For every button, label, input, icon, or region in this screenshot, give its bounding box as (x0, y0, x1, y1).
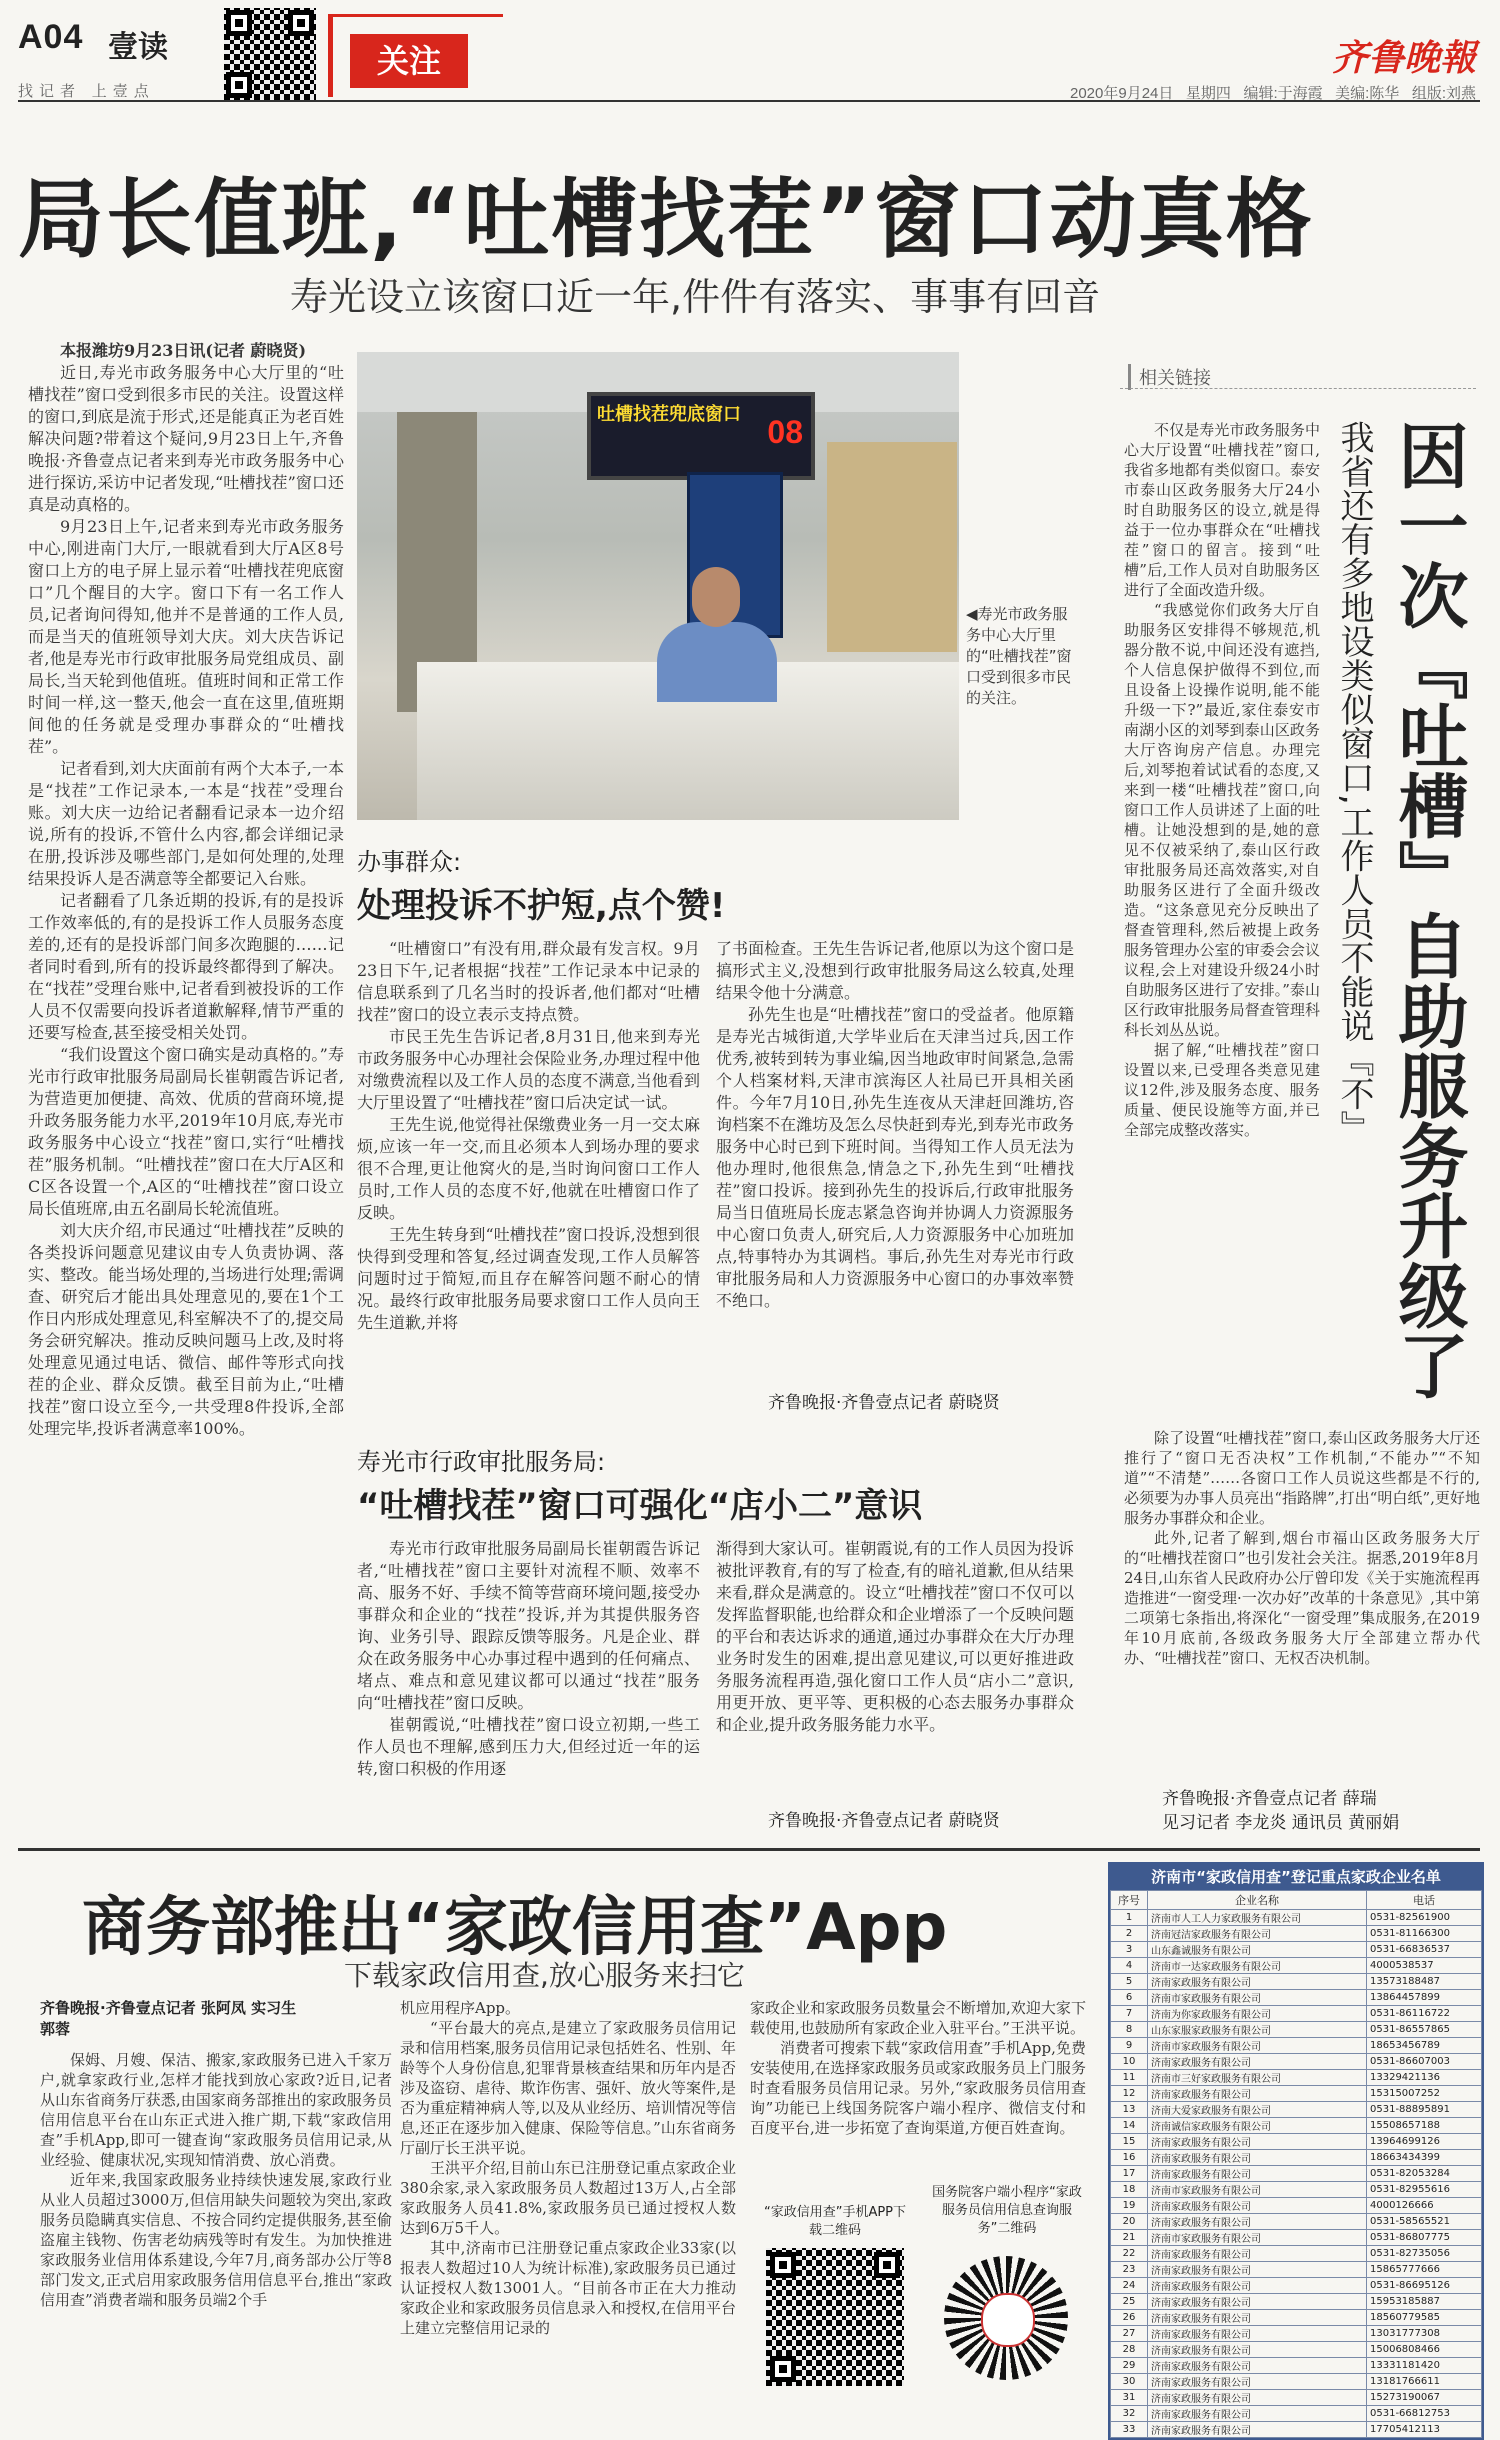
company-phone: 15508657188 (1367, 2118, 1482, 2134)
row-number: 15 (1111, 2134, 1148, 2150)
table-row (1111, 2006, 1482, 2022)
company-name: 济南家政服务有限公司 (1148, 2310, 1367, 2326)
company-name: 济南家政服务有限公司 (1148, 2390, 1367, 2406)
paragraph: 刘大庆介绍,市民通过“吐槽找茬”反映的各类投诉问题意见建议由专人负责协调、落实、整改。能当场处理的,当场进行处理;需调查、研究后才能出具处理意见的,要在1个工作日内形成处理意见,科室解决不了的,提交局务会研究解决。推动反映问题马上改,及时将处理意见通过电话、微信、邮件等形式向找茬的企业、群众反馈。截至目前为止,“吐槽找茬”窗口设立至今,一共受理8件投诉,全部处理完毕,投诉者满意率100%。 (28, 1221, 344, 1438)
mini-program-code[interactable] (944, 2256, 1068, 2380)
qr-finder-icon (874, 2252, 900, 2278)
mini-program-center-icon (981, 2293, 1035, 2347)
photo-screen-number: 08 (767, 414, 803, 450)
main-subhead: 寿光设立该窗口近一年,件件有落实、事事有回音 (290, 275, 1101, 319)
article-col-5 (716, 1538, 1074, 1806)
header-meta (1070, 82, 1476, 103)
company-phone: 18560779585 (1367, 2310, 1482, 2326)
ad-top-rule (18, 1848, 1480, 1851)
table-header: 电话 (1367, 1891, 1482, 1910)
company-name: 济南家政服务有限公司 (1148, 2406, 1367, 2422)
paragraph: 渐得到大家认可。崔朝霞说,有的工作人员因为投诉被批评教育,有的写了检查,有的暗礼道歉,但从结果来看,群众是满意的。设立“吐槽找茬”窗口不仅可以发挥监督职能,也给群众和企业增添了一个反映问题的平台和表达诉求的通道,通过办事群众在大厅办理业务时发生的困难,提出意见建议,可以更好推进政务服务流程再造,强化窗口工作人员“店小二”意识,用更开放、更平等、更积极的心态去服务办事群众和企业,提升政务服务能力水平。 (716, 1539, 1074, 1734)
company-phone: 17705412113 (1367, 2422, 1482, 2438)
company-name: 济南家政服务有限公司 (1148, 2358, 1367, 2374)
row-number: 20 (1111, 2214, 1148, 2230)
company-name: 济南家政服务有限公司 (1148, 2326, 1367, 2342)
table-header-row (1111, 1891, 1482, 1910)
sub2-kicker: 寿光市行政审批服务局: (357, 1448, 606, 1476)
table-row (1111, 2374, 1482, 2390)
sidebar-col-top (1124, 420, 1320, 1428)
table-row (1111, 2102, 1482, 2118)
related-divider (1120, 388, 1476, 389)
paragraph: 消费者可搜索下载“家政信用查”手机App,免费安装使用,在选择家政服务员或家政服务员上门服务时查看服务员信用记录。另外,“家政服务员信用查询”功能已上线国务院客户端小程序、微信支付和百度平台,进一步拓宽了查询渠道,方便百姓查询。 (750, 2039, 1086, 2137)
company-list-body (1111, 1910, 1482, 2438)
main-headline: 局长值班,“吐槽找茬”窗口动真格 (18, 170, 1314, 270)
issue-date: 2020年9月24日 (1070, 85, 1174, 102)
company-name: 济南市家政服务有限公司 (1148, 2230, 1367, 2246)
sidebar-signature-1: 齐鲁晚报·齐鲁壹点记者 薛瑞 (1162, 1789, 1377, 1809)
row-number: 16 (1111, 2150, 1148, 2166)
company-phone: 0531-82053284 (1367, 2166, 1482, 2182)
row-number: 11 (1111, 2070, 1148, 2086)
company-list-title: 济南市“家政信用查”登记重点家政企业名单 (1110, 1864, 1482, 1890)
table-row (1111, 2198, 1482, 2214)
qr-finder-icon (288, 10, 314, 36)
article-col-4 (357, 1538, 700, 1828)
company-name: 济南家政服务有限公司 (1148, 2214, 1367, 2230)
table-row (1111, 2422, 1482, 2438)
photo-door (827, 442, 957, 652)
qr-finder-icon (770, 2252, 796, 2278)
table-row (1111, 1926, 1482, 1942)
paragraph: 其中,济南市已注册登记重点家政企业33家(以报表人数超过10人为统计标准),家政服务员已通过认证授权人数13001人。“目前各市正在大力推动家政企业和家政服务员信息录入和授权,在信用平台上建立完整信用记录的 (400, 2239, 736, 2337)
photo-person-head (692, 567, 740, 627)
table-row (1111, 1958, 1482, 1974)
row-number: 29 (1111, 2358, 1148, 2374)
row-number: 23 (1111, 2262, 1148, 2278)
row-number: 33 (1111, 2422, 1148, 2438)
company-phone: 0531-82735056 (1367, 2246, 1482, 2262)
company-phone: 15953185887 (1367, 2294, 1482, 2310)
row-number: 28 (1111, 2342, 1148, 2358)
byline: 本报潍坊9月23日讯(记者 蔚晓贤) (60, 341, 307, 360)
company-list-panel (1108, 1862, 1484, 2440)
row-number: 5 (1111, 1974, 1148, 1990)
company-phone: 13331181420 (1367, 2358, 1482, 2374)
qr-finder-icon (226, 10, 252, 36)
row-number: 19 (1111, 2198, 1148, 2214)
company-phone: 4000126666 (1367, 2198, 1482, 2214)
sidebar-vertical-subhead: 我省还有多地设类似窗口,工作人员不能说『不』 (1334, 420, 1374, 1145)
company-name: 济南家政服务有限公司 (1148, 2054, 1367, 2070)
qr2-caption: 国务院客户端小程序“家政服务员信用信息查询服务”二维码 (932, 2185, 1082, 2236)
row-number: 24 (1111, 2278, 1148, 2294)
company-phone: 18653456789 (1367, 2038, 1482, 2054)
company-phone: 18663434399 (1367, 2150, 1482, 2166)
sub1-signature: 齐鲁晚报·齐鲁壹点记者 蔚晓贤 (768, 1393, 1000, 1413)
article-col-3 (716, 938, 1074, 1386)
table-row (1111, 2022, 1482, 2038)
row-number: 4 (1111, 1958, 1148, 1974)
company-name: 济南家政服务有限公司 (1148, 2166, 1367, 2182)
company-name: 济南为你家政服务有限公司 (1148, 2006, 1367, 2022)
sub1-title: 处理投诉不护短,点个赞! (357, 886, 726, 926)
photo-caption: ◀寿光市政务服务中心大厅里的“吐槽找茬”窗口受到很多市民的关注。 (966, 605, 1072, 707)
company-name: 济南家政服务有限公司 (1148, 2278, 1367, 2294)
layout-editor: 组版:刘燕 (1411, 85, 1476, 102)
table-row (1111, 2294, 1482, 2310)
row-number: 18 (1111, 2182, 1148, 2198)
company-phone: 13573188487 (1367, 1974, 1482, 1990)
article-col-2 (357, 938, 700, 1410)
row-number: 9 (1111, 2038, 1148, 2054)
photo-screen (587, 392, 815, 480)
table-row (1111, 2038, 1482, 2054)
ad-col-2 (400, 1998, 736, 2404)
ad-col-1 (40, 2050, 392, 2404)
table-row (1111, 2182, 1482, 2198)
company-name: 济南家政服务有限公司 (1148, 2262, 1367, 2278)
photo-screen-text: 吐槽找茬兜底窗口 (597, 404, 741, 425)
company-name: 济南家政服务有限公司 (1148, 2086, 1367, 2102)
company-phone: 0531-81166300 (1367, 1926, 1482, 1942)
sidebar-signature-2: 见习记者 李龙炎 通讯员 黄丽娟 (1162, 1813, 1400, 1833)
paragraph: 市民王先生告诉记者,8月31日,他来到寿光市政务服务中心办理社会保险业务,办理过程中他对缴费流程以及工作人员的态度不满意,当他看到大厅里设置了“吐槽找茬”窗口后决定试一试。 (357, 1027, 700, 1112)
paragraph: 记者翻看了几条近期的投诉,有的是投诉工作效率低的,有的是投诉工作人员服务态度差的,还有的是投诉部门间多次跑腿的……记者同时看到,所有的投诉最终都得到了解决。在“找茬”受理台账中,记者看到被投诉的工作人员不仅需要向投诉者道歉解释,情节严重的还要写检查,甚至接受相关处罚。 (28, 891, 344, 1042)
company-name: 济南市家政服务有限公司 (1148, 1990, 1367, 2006)
company-phone: 13329421136 (1367, 2070, 1482, 2086)
paragraph: 近日,寿光市政务服务中心大厅里的“吐槽找茬”窗口受到很多市民的关注。设置这样的窗口,到底是流于形式,还是能真正为老百姓解决问题?带着这个疑问,9月23日上午,齐鲁晚报·齐鲁壹点记者来到寿光市政务服务中心进行探访,采访中记者发现,“吐槽找茬”窗口还真是动真格的。 (28, 363, 344, 514)
company-phone: 0531-66836537 (1367, 1942, 1482, 1958)
paragraph: 了书面检查。王先生告诉记者,他原以为这个窗口是搞形式主义,没想到行政审批服务局这么较真,处理结果令他十分满意。 (716, 939, 1074, 1002)
paragraph: 除了设置“吐槽找茬”窗口,泰山区政务服务大厅还推行了“窗口无否决权”工作机制,“不能办”“不知道”“不清楚”……各窗口工作人员说这些都是不行的,必须要为办事人员亮出“指路牌”,打出“明白纸”,更好地服务办事群众和企业。 (1124, 1429, 1480, 1527)
table-row (1111, 2358, 1482, 2374)
table-row (1111, 2390, 1482, 2406)
paragraph: 不仅是寿光市政务服务中心大厅设置“吐槽找茬”窗口,我省多地都有类似窗口。泰安市泰山区政务服务大厅24小时自助服务区的设立,就是得益于一位办事群众在“吐槽找茬”窗口的留言。接到“吐槽”后,工作人员对自助服务区进行了全面改造升级。 (1124, 421, 1320, 599)
row-number: 22 (1111, 2246, 1148, 2262)
row-number: 21 (1111, 2230, 1148, 2246)
company-phone: 0531-82561900 (1367, 1910, 1482, 1926)
company-phone: 0531-58565521 (1367, 2214, 1482, 2230)
paragraph: 王先生说,他觉得社保缴费业务一月一交太麻烦,应该一年一交,而且必须本人到场办理的要求很不合理,更让他窝火的是,当时询问窗口工作人员时,工作人员的态度不好,他就在吐槽窗口作了反映。 (357, 1115, 700, 1222)
company-name: 济南家政服务有限公司 (1148, 2422, 1367, 2438)
company-phone: 0531-82955616 (1367, 2182, 1482, 2198)
company-phone: 0531-86607003 (1367, 2054, 1482, 2070)
company-phone: 13031777308 (1367, 2326, 1482, 2342)
qr-finder-icon (226, 72, 252, 98)
company-phone: 0531-66812753 (1367, 2406, 1482, 2422)
company-phone: 0531-86695126 (1367, 2278, 1482, 2294)
table-row (1111, 2166, 1482, 2182)
photo-person (657, 622, 777, 702)
row-number: 26 (1111, 2310, 1148, 2326)
ad-col-3 (750, 1998, 1086, 2200)
row-number: 32 (1111, 2406, 1148, 2422)
company-name: 济南市三好家政服务有限公司 (1148, 2070, 1367, 2086)
company-name: 济南家政服务有限公司 (1148, 1974, 1367, 1990)
row-number: 8 (1111, 2022, 1148, 2038)
qr1-caption: “家政信用查”手机APP下载二维码 (763, 2205, 907, 2238)
company-name: 济南大爱家政服务有限公司 (1148, 2102, 1367, 2118)
paragraph: 近年来,我国家政服务业持续快速发展,家政行业从业人员超过3000万,但信用缺失问题较为突出,家政服务员隐瞒真实信息、不按合同约定提供服务,甚至偷盗雇主钱物、伤害老幼病残等时有发生。为加快推进家政服务业信用体系建设,今年7月,商务部办公厅等8部门发文,正式启用家政服务信用信息平台,推出“家政信用查”消费者端和服务员端2个手 (40, 2171, 392, 2309)
page-code: A04 (18, 18, 84, 56)
row-number: 10 (1111, 2054, 1148, 2070)
company-name: 济南家政服务有限公司 (1148, 2342, 1367, 2358)
table-row (1111, 1942, 1482, 1958)
row-number: 2 (1111, 1926, 1148, 1942)
paragraph: 王洪平介绍,目前山东已注册登记重点家政企业380余家,录入家政服务员人数超过13万人,占全部家政服务人员41.8%,家政服务员已通过授权人数达到6万5千人。 (400, 2159, 736, 2237)
paragraph: “我们设置这个窗口确实是动真格的。”寿光市行政审批服务局副局长崔朝霞告诉记者,为营造更加便捷、高效、优质的营商环境,提升政务服务能力水平,2019年10月底,寿光市政务服务中心设立“找茬”窗口,实行“吐槽找茬”服务机制。“吐槽找茬”窗口在大厅A区和C区各设置一个,A区的“吐槽找茬”窗口设立局长值班席,由五名副局长轮流值班。 (28, 1045, 344, 1218)
company-phone: 0531-86557865 (1367, 2022, 1482, 2038)
company-phone: 13864457899 (1367, 1990, 1482, 2006)
row-number: 6 (1111, 1990, 1148, 2006)
row-number: 14 (1111, 2118, 1148, 2134)
row-number: 13 (1111, 2102, 1148, 2118)
company-phone: 0531-86116722 (1367, 2006, 1482, 2022)
table-row (1111, 2086, 1482, 2102)
company-name: 济南市家政服务有限公司 (1148, 2038, 1367, 2054)
company-name: 济南家政服务有限公司 (1148, 2374, 1367, 2390)
company-name: 济南家政服务有限公司 (1148, 2150, 1367, 2166)
company-phone: 0531-88895891 (1367, 2102, 1482, 2118)
paper-logo: 齐鲁晚報 (1331, 37, 1476, 79)
paragraph: 此外,记者了解到,烟台市福山区政务服务大厅的“吐槽找茬窗口”也引发社会关注。据悉,2019年8月24日,山东省人民政府办公厅曾印发《关于实施流程再造推进“一窗受理·一次办好”改革的十条意见》,其中第二项第七条指出,将深化“一窗受理”集成服务,在2019年10月底前,各级政务服务大厅全部建立帮办代办、“吐槽找茬”窗口、无权否决机制。 (1124, 1529, 1480, 1667)
table-row (1111, 2310, 1482, 2326)
table-header: 序号 (1111, 1891, 1148, 1910)
company-name: 山东鑫诚服务有限公司 (1148, 1942, 1367, 1958)
company-name: 济南市家政服务有限公司 (1148, 2182, 1367, 2198)
paragraph: 记者看到,刘大庆面前有两个大本子,一本是“找茬”工作记录本,一本是“找茬”受理台账。刘大庆一边给记者翻看记录本一边介绍说,所有的投诉,不管什么内容,都会详细记录在册,投诉涉及哪些部门,是如何处理的,处理结果投诉人是否满意等全都要记入台账。 (28, 759, 344, 888)
sidebar-col-bottom (1124, 1428, 1480, 1782)
table-row (1111, 2070, 1482, 2086)
table-row (1111, 1910, 1482, 1926)
paragraph: “平台最大的亮点,是建立了家政服务员信用记录和信用档案,服务员信用记录包括姓名、性别、年龄等个人身份信息,犯罪背景核查结果和历年内是否涉及盗窃、虐待、欺诈伤害、强奸、放火等案件,是否为重症精神病人等,以及从业经历、培训情况等信息,还正在逐步加入健康、保险等信息。”山东省商务厅副厅长王洪平说。 (400, 2019, 736, 2157)
paragraph: 9月23日上午,记者来到寿光市政务服务中心,刚进南门大厅,一眼就看到大厅A区8号窗口上方的电子屏上显示着“吐槽找茬兜底窗口”几个醒目的大字。窗口下有一名工作人员,记者询问得知,他并不是普通的工作人员,而是当天的值班领导刘大庆。刘大庆告诉记者,他是寿光市行政审批服务局党组成员、副局长,当天轮到他值班。值班时间和正常工作时间一样,这一整天,他会一直在这里,值班期间他的任务就是受理办事群众的“吐槽找茬”。 (28, 517, 344, 756)
section-tag: 关注 (350, 34, 468, 88)
row-number: 25 (1111, 2294, 1148, 2310)
company-name: 济南市人工人力家政服务有限公司 (1148, 1910, 1367, 1926)
row-number: 17 (1111, 2166, 1148, 2182)
company-name: 济南家政服务有限公司 (1148, 2198, 1367, 2214)
table-row (1111, 2262, 1482, 2278)
table-row (1111, 2134, 1482, 2150)
news-photo (357, 352, 959, 820)
company-name: 济南诚信家政服务有限公司 (1148, 2118, 1367, 2134)
paragraph: 机应用程序App。 (400, 1999, 521, 2017)
company-phone: 15273190067 (1367, 2390, 1482, 2406)
table-row (1111, 1990, 1482, 2006)
company-phone: 4000538537 (1367, 1958, 1482, 1974)
table-row (1111, 2150, 1482, 2166)
company-phone: 13181766611 (1367, 2374, 1482, 2390)
ad-subhead: 下载家政信用查,放心服务来扫它 (344, 1959, 745, 1992)
company-name: 济南家政服务有限公司 (1148, 2246, 1367, 2262)
qr-finder-icon (770, 2356, 796, 2382)
row-number: 12 (1111, 2086, 1148, 2102)
ad-byline: 齐鲁晚报·齐鲁壹点记者 张阿凤 实习生 郭蓉 (40, 1999, 297, 2038)
table-row (1111, 2230, 1482, 2246)
paragraph: 寿光市行政审批服务局副局长崔朝霞告诉记者,“吐槽找茬”窗口主要针对流程不顺、效率不高、服务不好、手续不简等营商环境问题,接受办事群众和企业的“找茬”投诉,并为其提供服务咨询、业务引导、跟踪反馈等服务。凡是企业、群众在政务服务中心办事过程中遇到的任何痛点、堵点、难点和意见建议都可以通过“找茬”服务向“吐槽找茬”窗口反映。 (357, 1539, 700, 1712)
row-number: 31 (1111, 2390, 1148, 2406)
company-name: 济南市一达家政服务有限公司 (1148, 1958, 1367, 1974)
company-phone: 13964699126 (1367, 2134, 1482, 2150)
paragraph: 王先生转身到“吐槽找茬”窗口投诉,没想到很快得到受理和答复,经过调查发现,工作人员解答问题时过于简短,而且存在解答问题不耐心的情况。最终行政审批服务局要求窗口工作人员向王先生道歉,并将 (357, 1225, 700, 1332)
art-editor: 美编:陈华 (1335, 85, 1400, 102)
company-phone: 15315007252 (1367, 2086, 1482, 2102)
company-name: 济南家政服务有限公司 (1148, 2294, 1367, 2310)
table-row (1111, 2246, 1482, 2262)
paragraph: 保姆、月嫂、保洁、搬家,家政服务已进入千家万户,就拿家政行业,怎样才能找到放心家政?近日,记者从山东省商务厅获悉,由国家商务部推出的家政服务员信用信息平台在山东正式进入推广期,下载“家政信用查”手机App,即可一键查询“家政服务员信用记录,从业经验、健康状况,实现知情消费、放心消费。 (40, 2051, 392, 2169)
company-phone: 15865777666 (1367, 2262, 1482, 2278)
issue-weekday: 星期四 (1185, 85, 1231, 102)
table-row (1111, 2118, 1482, 2134)
company-phone: 0531-86807775 (1367, 2230, 1482, 2246)
sub1-kicker: 办事群众: (357, 848, 462, 876)
paragraph: 孙先生也是“吐槽找茬”窗口的受益者。他原籍是寿光古城街道,大学毕业后在天津当过兵,因工作优秀,被转到转为事业编,因当地政审时间紧急,急需个人档案材料,天津市滨海区人社局已开具相关函件。今年7月10日,孙先生连夜从天津赶回潍坊,咨询档案不在潍坊及怎么尽快赶到寿光,到寿光市政务服务中心时已到下班时间。当得知工作人员无法为他办理时,他很焦急,情急之下,孙先生到“吐槽找茬”窗口投诉。接到孙先生的投诉后,行政审批服务局当日值班局长庞志紧急咨询并协调人力资源服务中心窗口负责人,研究后,人力资源服务中心加班加点,特事特办为其调档。事后,孙先生对寿光市行政审批服务局和人力资源服务中心窗口的办事效率赞不绝口。 (716, 1005, 1074, 1310)
company-list-table (1110, 1890, 1482, 2438)
paragraph: 家政企业和家政服务员数量会不断增加,欢迎大家下载使用,也鼓励所有家政企业入驻平台。”王洪平说。 (750, 1999, 1086, 2037)
table-row (1111, 2278, 1482, 2294)
article-col-1 (28, 340, 344, 1840)
sub2-signature: 齐鲁晚报·齐鲁壹点记者 蔚晓贤 (768, 1811, 1000, 1831)
header-slogan: 找记者 上壹点 (18, 82, 155, 100)
company-phone: 15006808466 (1367, 2342, 1482, 2358)
sidebar-vertical-headline: 因一次『吐槽』自助服务升级了 (1387, 420, 1469, 1400)
section-name: 壹读 (108, 30, 168, 65)
row-number: 27 (1111, 2326, 1148, 2342)
row-number: 30 (1111, 2374, 1148, 2390)
company-name: 济南冠洁家政服务有限公司 (1148, 1926, 1367, 1942)
table-row (1111, 2326, 1482, 2342)
paragraph: “吐槽窗口”有没有用,群众最有发言权。9月23日下午,记者根据“找茬”工作记录本中记录的信息联系到了几名当时的投诉者,他们都对“吐槽找茬”窗口的设立表示支持点赞。 (357, 939, 700, 1024)
row-number: 3 (1111, 1942, 1148, 1958)
row-number: 7 (1111, 2006, 1148, 2022)
table-row (1111, 1974, 1482, 1990)
sub2-title: “吐槽找茬”窗口可强化“店小二”意识 (357, 1486, 923, 1526)
row-number: 1 (1111, 1910, 1148, 1926)
paragraph: “我感觉你们政务大厅自助服务区安排得不够规范,机器分散不说,中间还没有遮挡,个人信息保护做得不到位,而且设备上设操作说明,能不能升级一下?”最近,家住泰安市南湖小区的刘琴到泰山区政务大厅咨询房产信息。办理完后,刘琴抱着试试看的态度,又来到一楼“吐槽找茬”窗口,向窗口工作人员讲述了上面的吐槽。让她没想到的是,她的意见不仅被采纳了,泰山区行政审批服务局还高效落实,对自助服务区进行了全面升级改造。“这条意见充分反映出了督查管理科,然后被提上政务服务管理办公室的审委会会议议程,会上对建设升级24小时自助服务区进行了安排。”泰山区行政审批服务局督查管理科科长刘丛丛说。 (1124, 601, 1320, 1039)
paragraph: 据了解,“吐槽找茬”窗口设置以来,已受理各类意见建议12件,涉及服务态度、服务质量、便民设施等方面,并已全部完成整改落实。 (1124, 1041, 1320, 1139)
paragraph: 崔朝霞说,“吐槽找茬”窗口设立初期,一些工作人员也不理解,感到压力大,但经过近一年的运转,窗口积极的作用逐 (357, 1715, 700, 1778)
company-name: 济南家政服务有限公司 (1148, 2134, 1367, 2150)
editor: 编辑:于海霞 (1243, 85, 1323, 102)
table-header: 企业名称 (1148, 1891, 1367, 1910)
table-row (1111, 2214, 1482, 2230)
related-links-label: 相关链接 (1128, 364, 1211, 390)
company-name: 山东家服家政服务有限公司 (1148, 2022, 1367, 2038)
ad-headline: 商务部推出“家政信用查”App (82, 1891, 948, 1965)
table-row (1111, 2054, 1482, 2070)
table-row (1111, 2342, 1482, 2358)
